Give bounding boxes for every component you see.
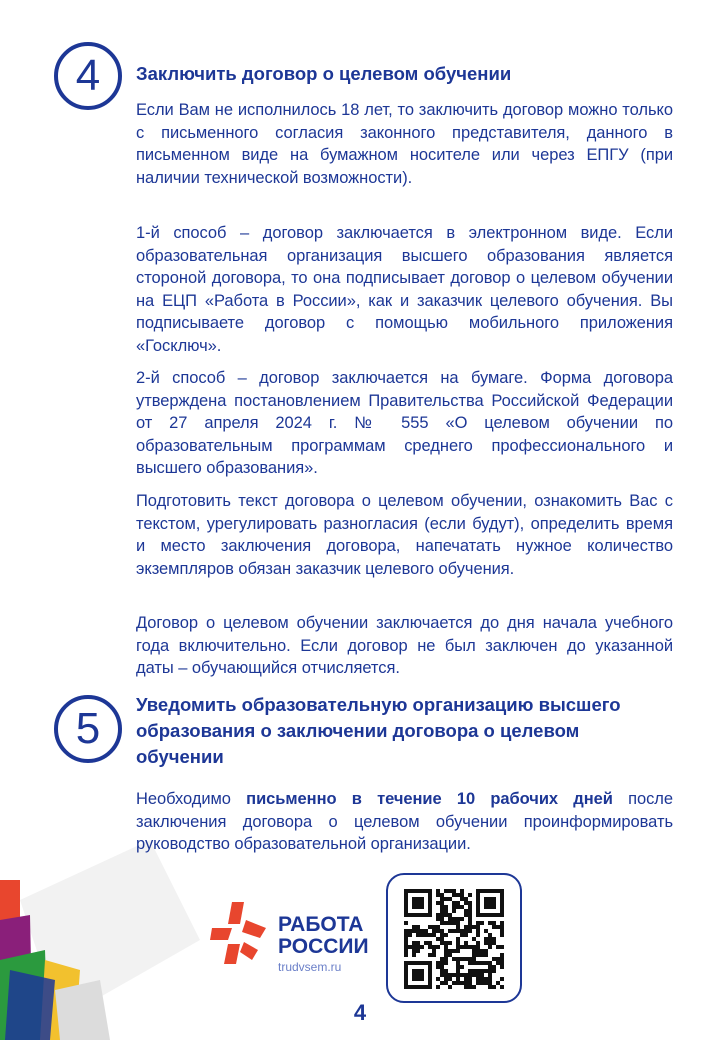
step-4-paragraph-5: Договор о целевом обучении заключается до дня начала учебного года включительно. Если договор не был заключен до указанной даты – обучающийся отчисляется. [136,614,673,677]
step-5-text-bold: письменно в течение 10 рабочих дней [246,790,613,808]
logo-line-1: РАБОТА [278,913,364,936]
step-4-paragraph-4: Подготовить текст договора о целевом обучении, ознакомить Вас с текстом, урегулировать разногласия (если будут), определить время и место заключения договора, напечатать нужное количество экземпляров обязан заказчик целевого обучения. [136,492,673,578]
page-number: 4 [353,1000,367,1025]
qr-code-icon [404,889,504,989]
step-5-number-circle [54,695,122,763]
step-5-text-before: Необходимо [136,790,247,808]
rabota-rossii-logo-icon [210,898,272,968]
step-4-title: Заключить договор о целевом обучении [136,63,512,84]
rabota-rossii-logo [210,898,370,974]
step-5-title: Уведомить образовательную организацию высшего образования о заключении договора о целевом обучении [136,694,621,767]
qr-code-frame [386,873,522,1003]
step-4-paragraph-1: Если Вам не исполнилось 18 лет, то заключить договор можно только с письменного согласия законного представителя, данного в письменном виде на бумажном носителе или через ЕПГУ (при наличии технической возможности). [136,101,673,187]
step-4-paragraph-2: 1-й способ – договор заключается в электронном виде. Если образовательная организация высшего образования является стороной договора, то она подписывает договор о целевом обучении на ЕЦП «Работа в России», как и заказчик целевого обучения. Вы подписываете договор с помощью мобильного приложения «Госключ». [136,224,673,355]
step-5-text-after: после заключения договора о целевом обучении проинформировать руководство образовательной организации. [136,790,673,853]
step-4-number-circle [54,42,122,110]
step-4-number: 4 [75,51,101,100]
step-4-paragraph-3: 2-й способ – договор заключается на бумаге. Форма договора утверждена постановлением Правительства Российской Федерации от 27 апреля 2024 г. № 555 «О целевом обучении по образовательным программам среднего профессионального и высшего образования». [136,369,673,477]
step-5-paragraph [136,788,673,856]
logo-url: trudvsem.ru [278,960,342,974]
logo-line-2: РОССИИ [278,935,369,958]
step-5-number: 5 [75,704,101,753]
